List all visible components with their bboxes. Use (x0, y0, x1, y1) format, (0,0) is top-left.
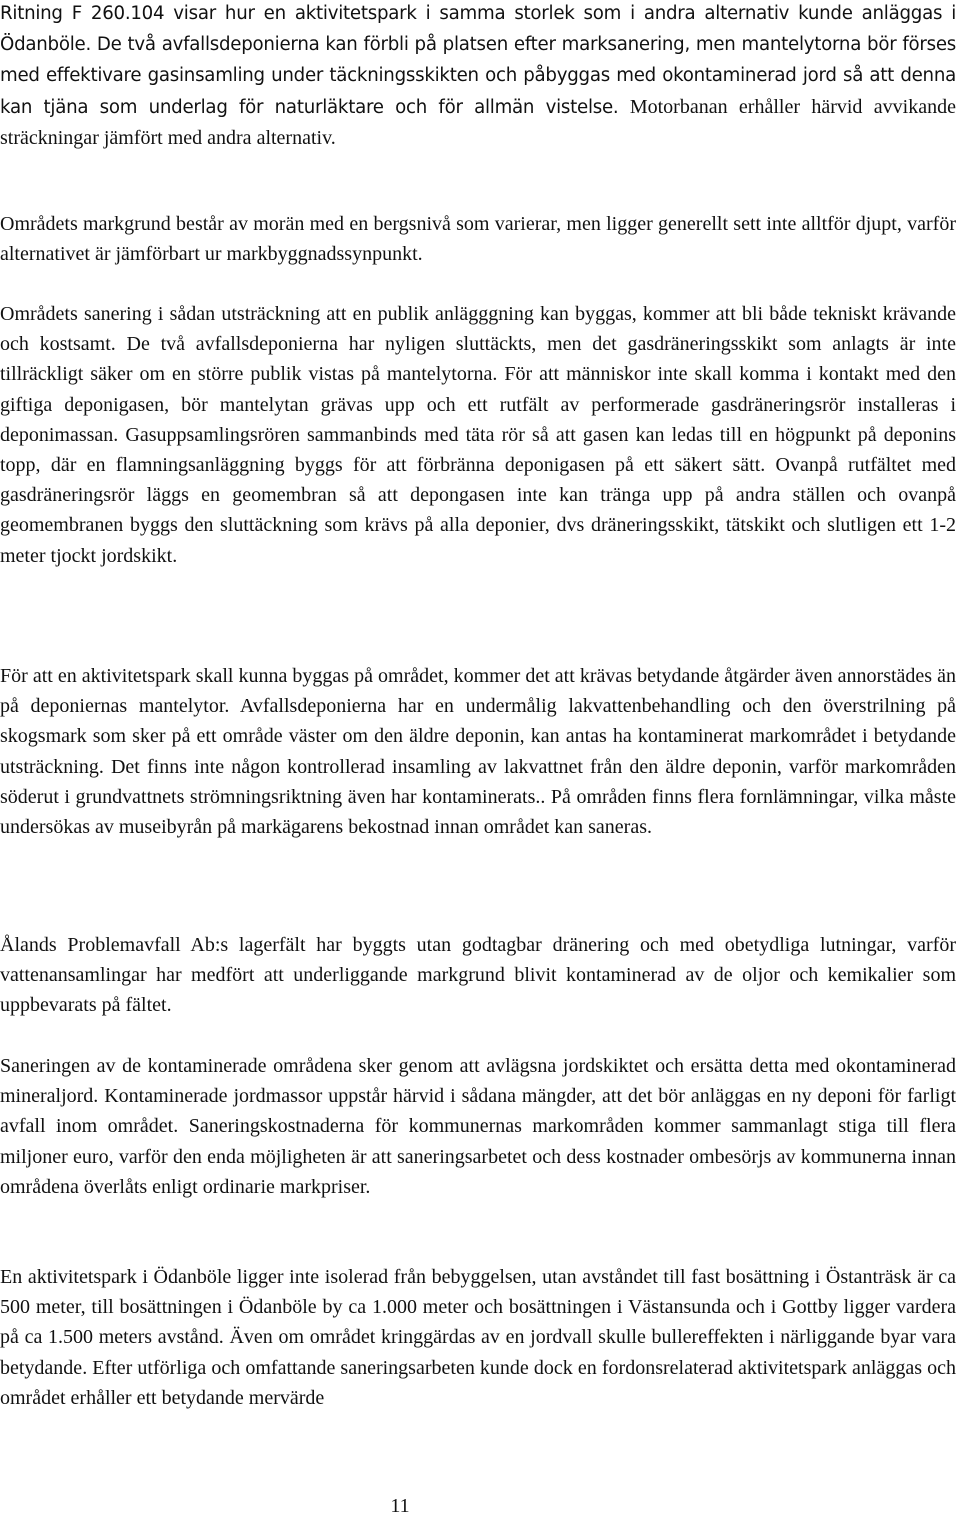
paragraph-intro-serif-text: Motorbanan erhåller härvid avvikande sträckningar jämfört med andra alternativ. (0, 95, 956, 149)
paragraph-odanbole: En aktivitetspark i Ödanböle ligger inte isolerad från bebyggelsen, utan avståndet till fast bosättning i Östanträsk är ca 500 meter, till bosättningen i Ödanböle by ca 1.000 meter och bosättningen i Västansunda och i Gottby ligger vardera på ca 1.500 meters avstånd. Även om området kringgärdas av en jordvall skulle bullereffekten i närliggande byar vara betydande. Efter utförliga och omfattande saneringsarbeten kunde dock en fordonsrelaterad aktivitetspark anläggas och området erhåller ett betydande mervärde (0, 1266, 956, 1409)
paragraph-intro-sans-text: Ritning F 260.104 visar hur en aktivitetspark i samma storlek som i andra alternativ kunde anläggas i Ödanböle. De två avfallsdeponierna kan förbli på platsen efter marksanering, men mantelytorna bör förses med effektivare gasinsamling under täckningsskikten och påbyggas med okontaminerad jord så att denna kan tjäna som underlag för naturläktare och för allmän vistelse. (0, 3, 956, 118)
page-number: 11 (390, 1495, 410, 1517)
paragraph-atgarder: För att en aktivitetspark skall kunna byggas på området, kommer det att krävas betydande åtgärder även annorstädes än på deponiernas mantelytor. Avfallsdeponierna har en undermålig lakvattenbehandling och den överstrilning på skogsmark som sker på ett område väster om den äldre deponin, kan antas ha kontaminerat markområdet i betydande utsträckning. Det finns inte någon kontrollerad insamling av lakvattnet från den äldre deponin, varför markområden söderut i grundvattnets strömningsriktning även har kontaminerats.. På områden finns flera fornlämningar, vilka måste undersökas av museibyrån på markägarens bekostnad innan området kan saneras. (0, 665, 956, 839)
paragraph-intro (0, 0, 956, 153)
paragraph-sanering: Områdets sanering i sådan utsträckning att en publik anlägggning kan byggas, kommer att bli både tekniskt krävande och kostsamt. De två avfallsdeponierna har nyligen sluttäckts, men det gasdräneringsskikt som anlagts är inte tillräckligt säker om en större publik vistas på mantelytorna. För att människor inte skall komma i kontakt med den giftiga deponigasen, bör mantelytan grävas upp och ett rutfält av performerade gasdräneringsrör installeras i deponimassan. Gasuppsamlingsrören sammanbinds med täta rör så att gasen kan ledas till en högpunkt på deponins topp, där en flamningsanläggning byggs för att förbränna deponigasen på ett säkert sätt. Ovanpå rutfältet med gasdräneringsrör läggs en geomembran så att depongasen inte kan tränga upp på andra ställen och ovanpå geomembranen byggs den sluttäckning som krävs på alla deponier, dvs dräneringsskikt, tätskikt och slutligen ett 1-2 meter tjockt jordskikt. (0, 303, 956, 567)
paragraph-markgrund: Områdets markgrund består av morän med en bergsnivå som varierar, men ligger generellt sett inte alltför djupt, varför alternativet är jämförbart ur markbyggnadssynpunkt. (0, 213, 956, 266)
paragraph-saneringen: Saneringen av de kontaminerade områdena sker genom att avlägsna jordskiktet och ersätta detta med okontaminerad mineraljord. Kontaminerade jordmassor uppstår härvid i sådana mängder, att det bör anläggas en ny deponi för farligt avfall inom området. Saneringskostnaderna för kommunernas markområden kommer sammanlagt stiga till flera miljoner euro, varför den enda möjligheten är att saneringsarbetet och dess kostnader ombesörjs av kommunerna innan områdena överlåts enligt ordinarie markpriser. (0, 1055, 956, 1198)
paragraph-problemavfall: Ålands Problemavfall Ab:s lagerfält har byggts utan godtagbar dränering och med obetydliga lutningar, varför vattenansamlingar har medfört att underliggande markgrund blivit kontaminerad av de oljor och kemikalier som uppbevarats på fältet. (0, 934, 956, 1017)
